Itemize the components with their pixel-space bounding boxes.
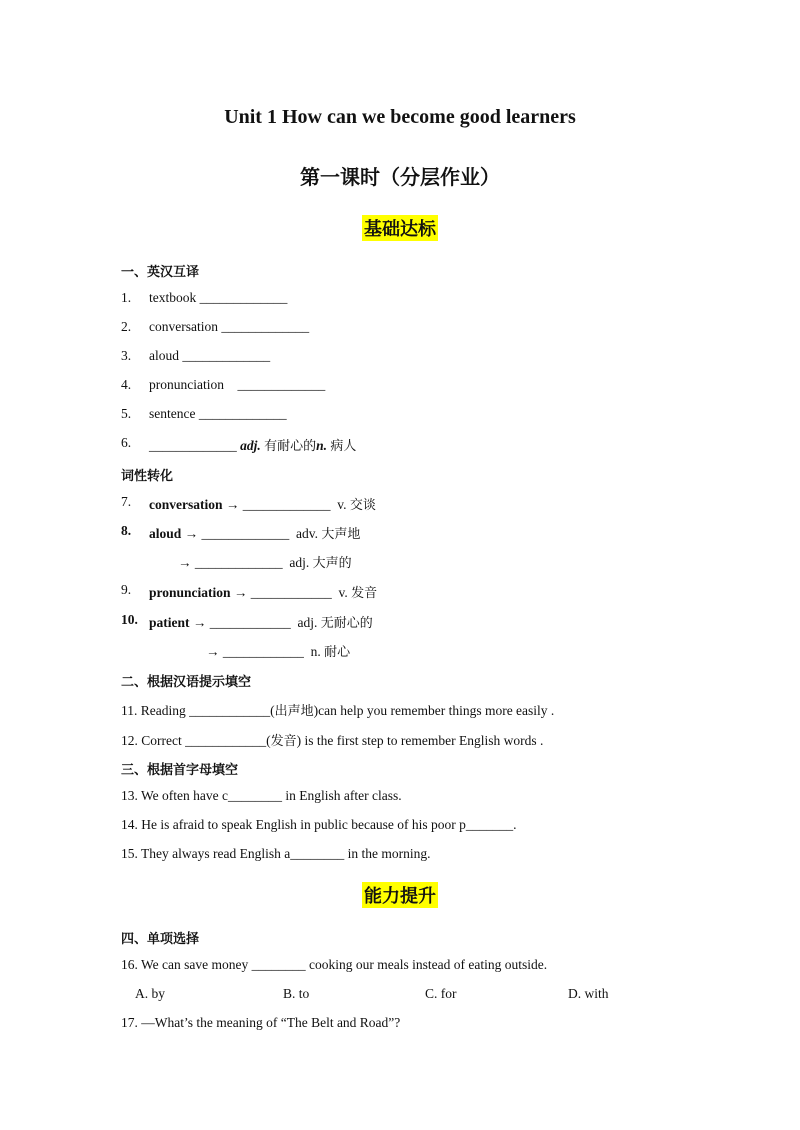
question-number: 9. bbox=[121, 582, 132, 597]
cn-hint: 出声地 bbox=[274, 704, 314, 719]
cn-meaning: 无耐心的 bbox=[320, 616, 373, 631]
option-c: C. for bbox=[425, 986, 457, 1001]
question-number: 7. bbox=[121, 494, 132, 509]
question-number: 2. bbox=[121, 319, 132, 334]
page-subtitle: 第一课时（分层作业） bbox=[300, 165, 500, 189]
question-12 bbox=[121, 730, 543, 749]
blank: _____________ bbox=[194, 555, 283, 570]
pos: v. bbox=[337, 497, 347, 512]
cn-meaning: 大声地 bbox=[321, 527, 361, 542]
question-text: 12. Correct ____________( bbox=[121, 733, 271, 748]
question-text: textbook _____________ bbox=[149, 290, 288, 305]
blank: _____________ bbox=[242, 497, 331, 512]
question-text: ) is the first step to remember English words . bbox=[296, 733, 544, 748]
question-number: 10. bbox=[121, 612, 138, 627]
cn-meaning: 病人 bbox=[330, 439, 357, 454]
base-word: conversation → bbox=[149, 497, 240, 512]
question-15: 15. They always read English a________ in the morning. bbox=[121, 846, 431, 861]
arrow: → bbox=[178, 555, 192, 570]
cn-meaning: 大声的 bbox=[312, 556, 352, 571]
pos: adj. bbox=[289, 555, 310, 570]
question-text: aloud _____________ bbox=[149, 348, 271, 363]
pos: adj. bbox=[297, 615, 318, 630]
section-heading-4: 四、单项选择 bbox=[121, 932, 200, 947]
question-14: 14. He is afraid to speak English in public because of his poor p_______. bbox=[121, 817, 517, 832]
question-text: pronunciation _____________ bbox=[149, 377, 326, 392]
question-text: )can help you remember things more easily . bbox=[313, 703, 555, 718]
question-13: 13. We often have c________ in English after class. bbox=[121, 788, 402, 803]
cn-meaning: 发音 bbox=[351, 586, 378, 601]
question-number: 5. bbox=[121, 406, 132, 421]
cn-meaning: 有耐心的 bbox=[264, 439, 317, 454]
cn-meaning: 耐心 bbox=[324, 645, 351, 660]
band-basic-label: 基础达标 bbox=[362, 215, 438, 241]
question-text: sentence _____________ bbox=[149, 406, 287, 421]
cn-meaning: 交谈 bbox=[349, 498, 376, 513]
question-text: conversation _____________ bbox=[149, 319, 310, 334]
page-title: Unit 1 How can we become good learners bbox=[224, 106, 576, 128]
option-d: D. with bbox=[568, 986, 609, 1001]
blank: _____________ bbox=[149, 438, 237, 453]
band-basic bbox=[0, 215, 800, 241]
option-b: B. to bbox=[283, 986, 310, 1001]
question-number: 3. bbox=[121, 348, 132, 363]
base-word: pronunciation → bbox=[149, 585, 248, 600]
base-word: aloud → bbox=[149, 526, 199, 541]
question-number: 4. bbox=[121, 377, 132, 392]
arrow: → bbox=[206, 644, 220, 659]
question-8b bbox=[178, 552, 352, 571]
blank: _____________ bbox=[201, 526, 290, 541]
question-number: 6. bbox=[121, 435, 132, 450]
section-heading-2: 二、根据汉语提示填空 bbox=[121, 675, 252, 690]
pos: adv. bbox=[296, 526, 319, 541]
pos: v. bbox=[338, 585, 348, 600]
section-heading-1: 一、英汉互译 bbox=[121, 265, 200, 280]
blank: ____________ bbox=[209, 615, 291, 630]
pos-n: n. bbox=[316, 438, 328, 453]
blank: ____________ bbox=[222, 644, 304, 659]
question-11 bbox=[121, 700, 554, 719]
option-a: A. by bbox=[135, 986, 165, 1001]
band-advanced-label: 能力提升 bbox=[362, 882, 438, 908]
question-text: 11. Reading ____________( bbox=[121, 703, 275, 718]
answer-blank bbox=[149, 435, 356, 454]
question-10b bbox=[206, 641, 350, 660]
blank: ____________ bbox=[250, 585, 332, 600]
section-heading-1b: 词性转化 bbox=[121, 469, 174, 484]
base-word: patient → bbox=[149, 615, 207, 630]
question-17: 17. —What’s the meaning of “The Belt and Road”? bbox=[121, 1015, 401, 1030]
question-number: 1. bbox=[121, 290, 132, 305]
pos-adj: adj. bbox=[240, 438, 261, 453]
band-advanced bbox=[0, 882, 800, 908]
question-number: 8. bbox=[121, 523, 132, 538]
section-heading-3: 三、根据首字母填空 bbox=[121, 763, 239, 778]
cn-hint: 发音 bbox=[270, 734, 297, 749]
pos: n. bbox=[310, 644, 321, 659]
question-16: 16. We can save money ________ cooking our meals instead of eating outside. bbox=[121, 957, 548, 972]
